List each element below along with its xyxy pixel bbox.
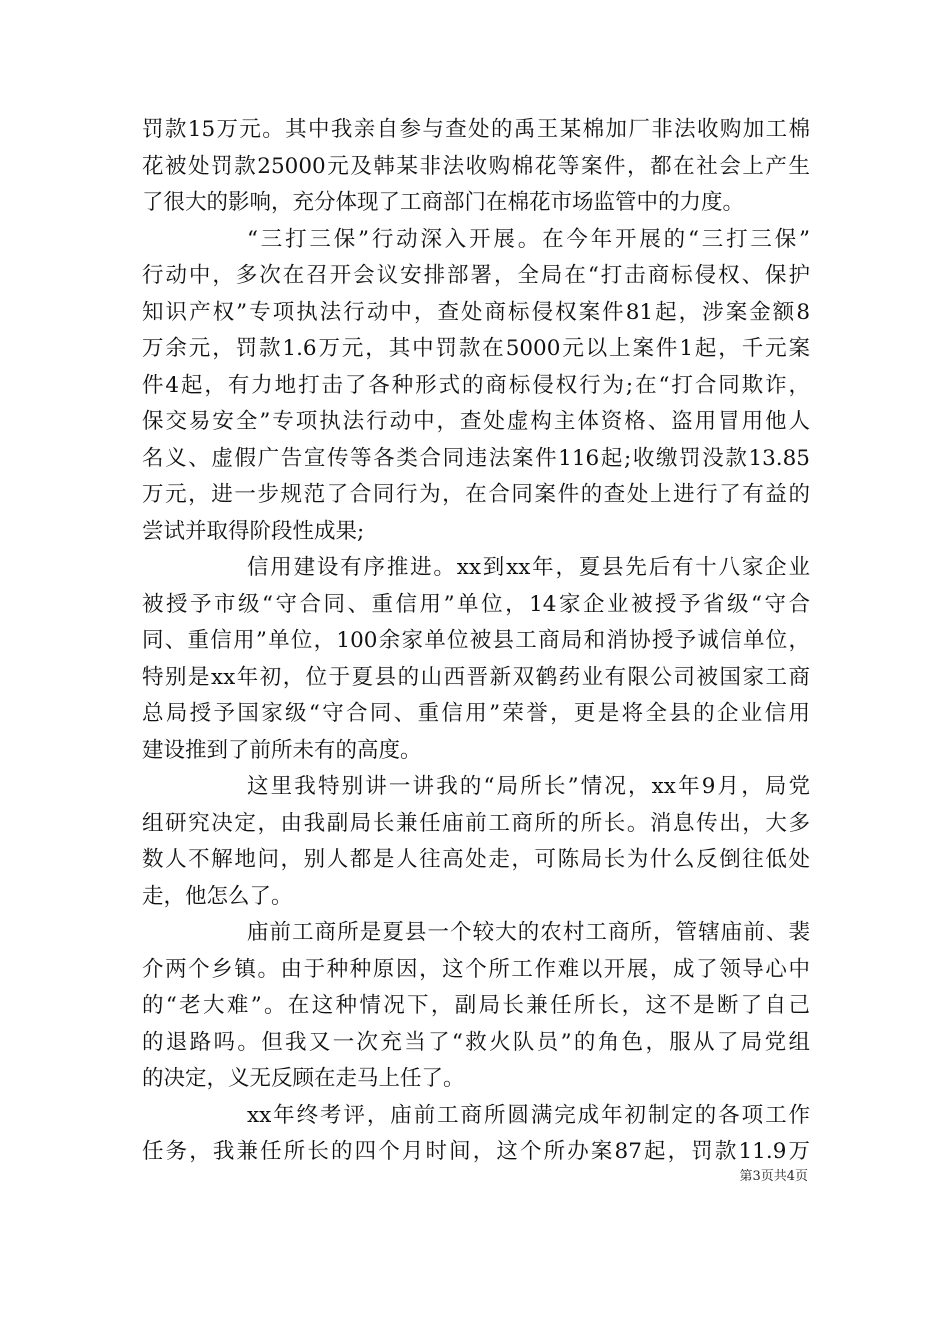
text-line: 任务，我兼任所长的四个月时间，这个所办案87起，罚款11.9万 (142, 1139, 810, 1164)
text-line: 的决定，义无反顾在走马上任了。 (142, 1066, 465, 1091)
text-line: 罚款15万元。其中我亲自参与查处的禹王某棉加厂非法收购加工棉 (142, 117, 810, 142)
text-line: 万余元，罚款1.6万元，其中罚款在5000元以上案件1起，千元案 (142, 336, 810, 361)
text-line: 花被处罚款25000元及韩某非法收购棉花等案件，都在社会上产生 (142, 153, 810, 179)
text-line: 的退路吗。但我又一次充当了“救火队员”的角色，服从了局党组 (142, 1029, 810, 1055)
paragraph-annual-review (142, 1098, 810, 1171)
text-line: 尝试并取得阶段性成果; (142, 518, 365, 544)
text-line: 特别是xx年初，位于夏县的山西晋新双鹤药业有限公司被国家工商 (142, 664, 810, 690)
text-line: 同、重信用”单位，100余家单位被县工商局和消协授予诚信单位， (142, 628, 810, 653)
paragraph-director-role (142, 769, 810, 915)
text-line: 的“老大难”。在这种情况下，副局长兼任所长，这不是断了自己 (142, 993, 810, 1018)
text-line: 庙前工商所是夏县一个较大的农村工商所，管辖庙前、裴 (247, 920, 810, 945)
text-line: 走，他怎么了。 (142, 883, 293, 909)
paragraph-three-strikes (142, 222, 810, 551)
text-line: 万元，进一步规范了合同行为，在合同案件的查处上进行了有益的 (142, 482, 810, 507)
page-number: 第3页共4页 (739, 1169, 808, 1184)
text-line: 组研究决定，由我副局长兼任庙前工商所的所长。消息传出，大多 (142, 810, 810, 836)
paragraph-miaoqian-office (142, 915, 810, 1098)
text-line: 信用建设有序推进。xx到xx年，夏县先后有十八家企业 (247, 555, 810, 580)
text-line: 名义、虚假广告宣传等各类合同违法案件116起;收缴罚没款13.85 (142, 445, 810, 471)
text-line: 知识产权”专项执法行动中，查处商标侵权案件81起，涉案金额8 (142, 299, 810, 325)
text-line: “三打三保”行动深入开展。在今年开展的“三打三保” (247, 226, 810, 252)
text-line: 件4起，有力地打击了各种形式的商标侵权行为;在“打合同欺诈， (142, 372, 810, 398)
text-line: xx年终考评，庙前工商所圆满完成年初制定的各项工作 (247, 1102, 810, 1128)
text-line: 被授予市级“守合同、重信用”单位，14家企业被授予省级“守合 (142, 591, 810, 617)
paragraph-credit-building (142, 550, 810, 769)
text-line: 行动中，多次在召开会议安排部署，全局在“打击商标侵权、保护 (142, 263, 810, 288)
document-body (142, 112, 810, 1171)
text-line: 保交易安全”专项执法行动中，查处虚构主体资格、盗用冒用他人 (142, 409, 810, 434)
text-line: 建设推到了前所未有的高度。 (142, 737, 422, 763)
text-line: 介两个乡镇。由于种种原因，这个所工作难以开展，成了领导心中 (142, 956, 810, 982)
text-line: 这里我特别讲一讲我的“局所长”情况，xx年9月，局党 (247, 774, 810, 799)
text-line: 了很大的影响，充分体现了工商部门在棉花市场监管中的力度。 (142, 190, 745, 215)
paragraph-cotton-cases (142, 112, 810, 222)
text-line: 数人不解地问，别人都是人往高处走，可陈局长为什么反倒往低处 (142, 847, 810, 872)
text-line: 总局授予国家级“守合同、重信用”荣誉，更是将全县的企业信用 (142, 701, 810, 726)
